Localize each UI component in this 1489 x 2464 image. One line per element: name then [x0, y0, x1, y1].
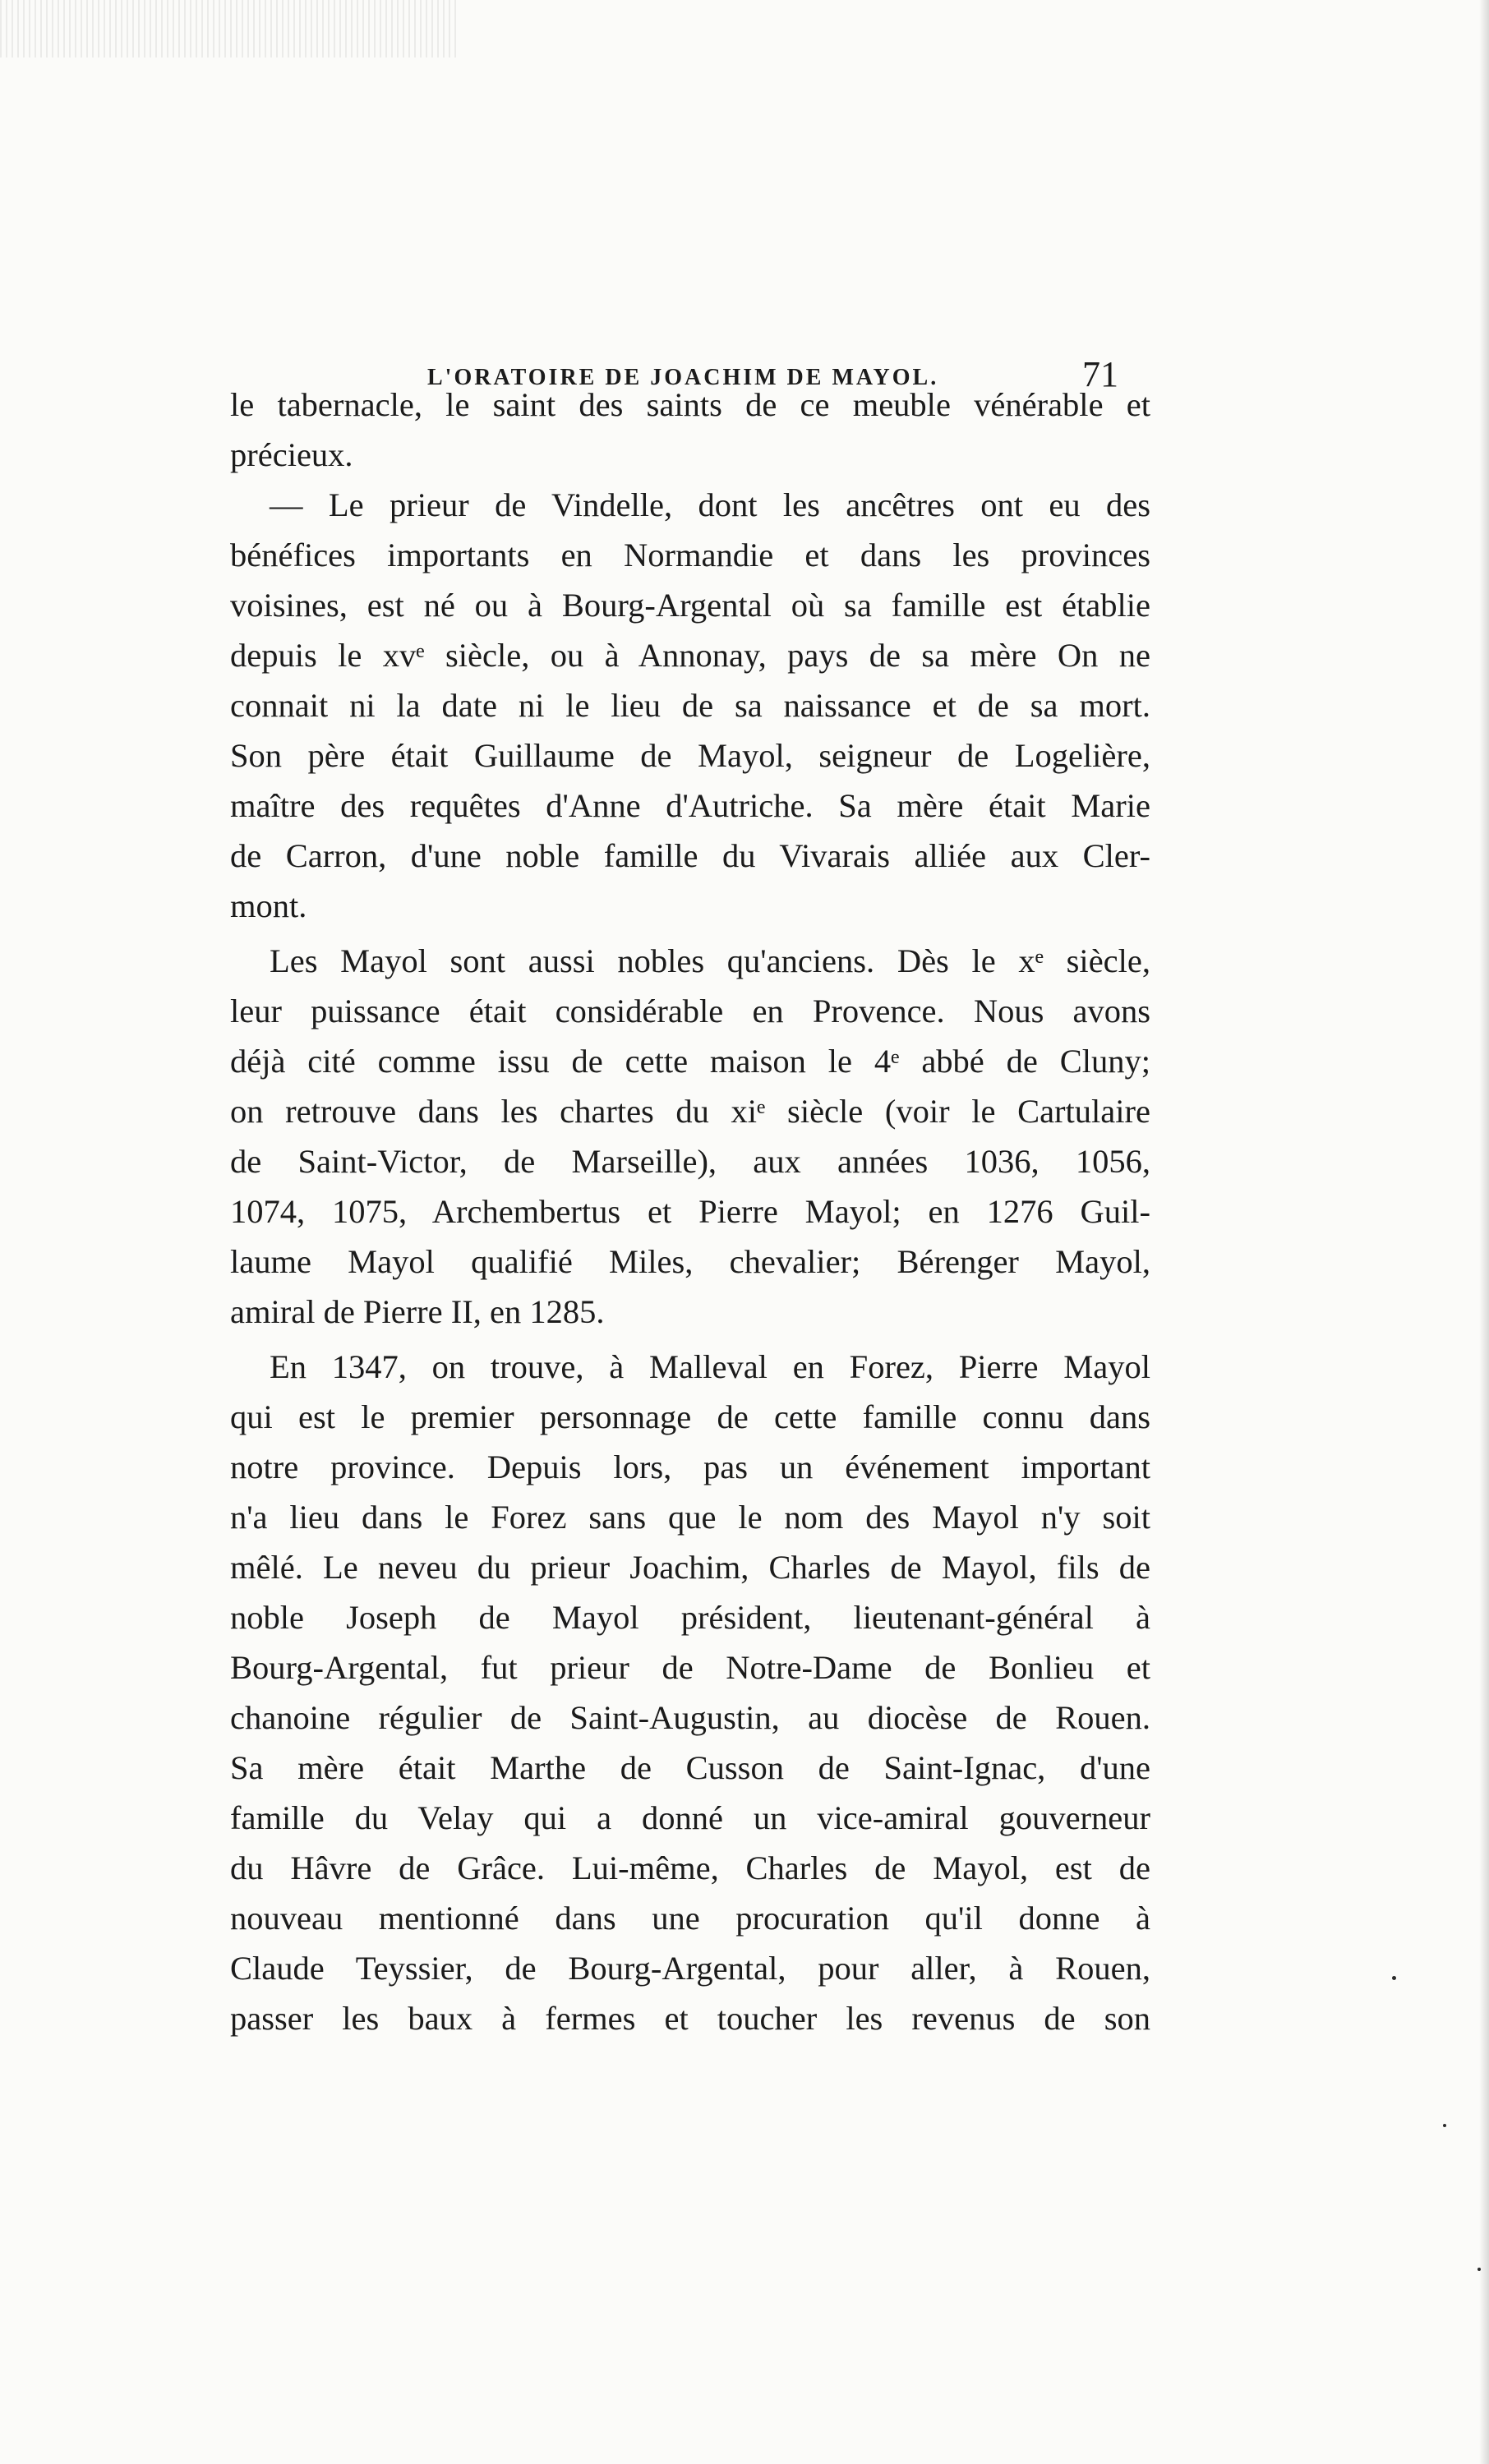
text-line: mêlé. Le neveu du prieur Joachim, Charles de Mayol, fils de: [230, 1549, 1150, 1586]
scan-speckle: [0, 0, 460, 58]
text-line: chanoine régulier de Saint-Augustin, au diocèse de Rouen.: [230, 1699, 1150, 1736]
text-line: mont.: [230, 887, 307, 924]
text-line: Son père était Guillaume de Mayol, seigneur de Logelière,: [230, 737, 1150, 774]
text-line: bénéfices importants en Normandie et dans les provinces: [230, 537, 1150, 573]
running-title: L'ORATOIRE DE JOACHIM DE MAYOL.: [427, 365, 939, 390]
text-line: 1074, 1075, Archembertus et Pierre Mayol; en 1276 Guil-: [230, 1193, 1150, 1230]
text-line: n'a lieu dans le Forez sans que le nom des Mayol n'y soit: [230, 1499, 1150, 1536]
scan-edge-shadow: [1479, 0, 1489, 2464]
text-line: passer les baux à fermes et toucher les revenus de son: [230, 2000, 1150, 2037]
text-line: noble Joseph de Mayol président, lieutenant-général à: [230, 1599, 1150, 1636]
margin-dot: [1477, 2268, 1481, 2271]
text-line: Bourg-Argental, fut prieur de Notre-Dame de Bonlieu et: [230, 1649, 1150, 1686]
text-line: Les Mayol sont aussi nobles qu'anciens. Dès le xᵉ siècle,: [270, 942, 1150, 979]
text-line: du Hâvre de Grâce. Lui-même, Charles de Mayol, est de: [230, 1849, 1150, 1886]
text-line: déjà cité comme issu de cette maison le 4ᵉ abbé de Cluny;: [230, 1043, 1150, 1080]
text-line: on retrouve dans les chartes du xiᵉ siècle (voir le Cartulaire: [230, 1093, 1150, 1130]
text-line: Claude Teyssier, de Bourg-Argental, pour aller, à Rouen,: [230, 1950, 1150, 1987]
text-line: de Saint-Victor, de Marseille), aux années 1036, 1056,: [230, 1143, 1150, 1180]
text-line: Sa mère était Marthe de Cusson de Saint-Ignac, d'une: [230, 1749, 1150, 1786]
text-line: notre province. Depuis lors, pas un événement important: [230, 1448, 1150, 1485]
text-line: laume Mayol qualifié Miles, chevalier; Bérenger Mayol,: [230, 1243, 1150, 1280]
margin-dot: [1392, 1976, 1396, 1980]
text-line: En 1347, on trouve, à Malleval en Forez, Pierre Mayol: [270, 1348, 1150, 1385]
text-line: qui est le premier personnage de cette famille connu dans: [230, 1398, 1150, 1435]
text-line: famille du Velay qui a donné un vice-amiral gouverneur: [230, 1799, 1150, 1836]
text-line: depuis le xvᵉ siècle, ou à Annonay, pays de sa mère On ne: [230, 637, 1150, 674]
text-line: de Carron, d'une noble famille du Vivarais alliée aux Cler-: [230, 837, 1150, 874]
text-line: — Le prieur de Vindelle, dont les ancêtres ont eu des: [270, 486, 1150, 523]
text-line: nouveau mentionné dans une procuration qu'il donne à: [230, 1900, 1150, 1937]
margin-dot: [1443, 2124, 1446, 2127]
page-number: 71: [1082, 354, 1118, 394]
text-line: connait ni la date ni le lieu de sa naissance et de sa mort.: [230, 687, 1150, 724]
text-line: leur puissance était considérable en Provence. Nous avons: [230, 993, 1150, 1029]
text-line: précieux.: [230, 436, 353, 473]
text-line: amiral de Pierre II, en 1285.: [230, 1293, 605, 1330]
text-line: maître des requêtes d'Anne d'Autriche. Sa mère était Marie: [230, 787, 1150, 824]
body-text: [230, 380, 1150, 2043]
text-line: le tabernacle, le saint des saints de ce meuble vénérable et: [230, 386, 1150, 423]
text-line: voisines, est né ou à Bourg-Argental où sa famille est établie: [230, 587, 1150, 624]
